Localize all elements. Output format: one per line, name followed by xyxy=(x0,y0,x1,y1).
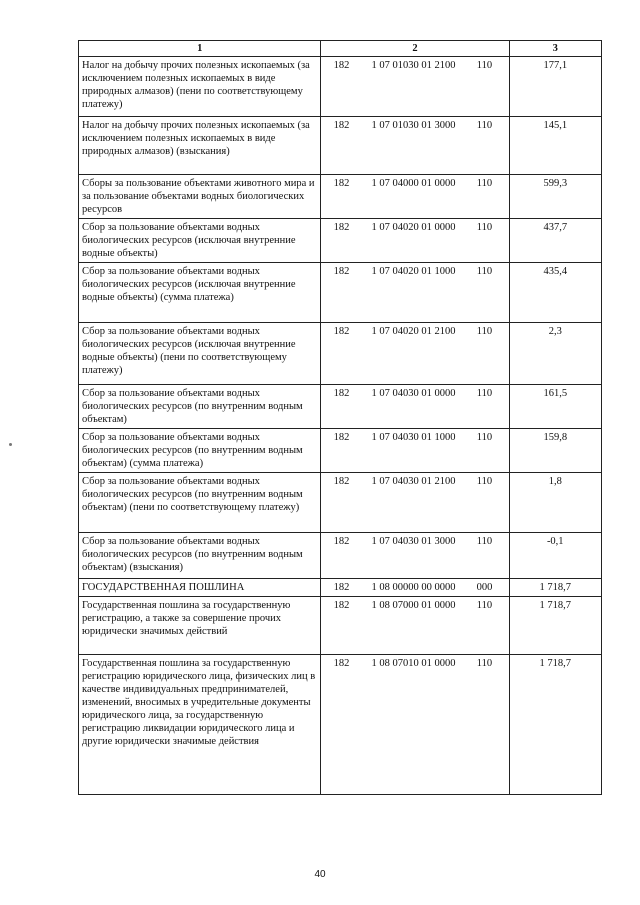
table-row xyxy=(79,597,602,655)
amount-cell: 145,1 xyxy=(509,117,601,175)
revenue-name-cell: Сбор за пользование объектами водных биологических ресурсов (исключая внутренние водные объекты) xyxy=(79,219,321,263)
table-body xyxy=(79,57,602,795)
budget-classification-code: 1 07 01030 01 3000 xyxy=(371,120,456,131)
budget-classification-code: 1 07 04030 01 3000 xyxy=(371,536,456,547)
budget-code-cell xyxy=(321,473,509,533)
amount-cell: 161,5 xyxy=(509,385,601,429)
budget-classification-code: 1 08 00000 00 0000 xyxy=(371,582,456,593)
budget-code-cell xyxy=(321,219,509,263)
operation-code: 000 xyxy=(476,582,493,593)
revenue-name-cell: Налог на добычу прочих полезных ископаемых (за исключением полезных ископаемых в виде природных алмазов) (пени по соответствующему платежу) xyxy=(79,57,321,117)
administrator-code: 182 xyxy=(333,266,350,277)
budget-code-cell xyxy=(321,597,509,655)
amount-cell: 599,3 xyxy=(509,175,601,219)
budget-code-cell xyxy=(321,117,509,175)
table-row xyxy=(79,579,602,597)
budget-revenue-table xyxy=(78,40,602,795)
revenue-name-cell: Государственная пошлина за государственную регистрацию юридического лица, физических лиц в качестве индивидуальных предпринимателей, изменений, вносимых в учредительные документы юридического лица, за государственную регистрацию ликвидации юридического лица и другие юридически значимые действия xyxy=(79,655,321,795)
budget-code-cell xyxy=(321,175,509,219)
budget-classification-code: 1 08 07000 01 0000 xyxy=(371,600,456,611)
budget-code-cell xyxy=(321,57,509,117)
administrator-code: 182 xyxy=(333,326,350,337)
amount-cell: 2,3 xyxy=(509,323,601,385)
amount-cell: 1,8 xyxy=(509,473,601,533)
operation-code: 110 xyxy=(476,120,493,131)
operation-code: 110 xyxy=(476,326,493,337)
amount-cell: 1 718,7 xyxy=(509,579,601,597)
operation-code: 110 xyxy=(476,222,493,233)
amount-cell: 437,7 xyxy=(509,219,601,263)
revenue-name-cell: ГОСУДАРСТВЕННАЯ ПОШЛИНА xyxy=(79,579,321,597)
revenue-name-cell: Сбор за пользование объектами водных биологических ресурсов (исключая внутренние водные объекты) (сумма платежа) xyxy=(79,263,321,323)
administrator-code: 182 xyxy=(333,658,350,669)
administrator-code: 182 xyxy=(333,222,350,233)
administrator-code: 182 xyxy=(333,388,350,399)
administrator-code: 182 xyxy=(333,178,350,189)
administrator-code: 182 xyxy=(333,582,350,593)
budget-code-cell xyxy=(321,385,509,429)
budget-classification-code: 1 07 04030 01 1000 xyxy=(371,432,456,443)
amount-cell: 1 718,7 xyxy=(509,655,601,795)
table-row xyxy=(79,533,602,579)
operation-code: 110 xyxy=(476,600,493,611)
budget-classification-code: 1 07 04020 01 0000 xyxy=(371,222,456,233)
budget-classification-code: 1 07 01030 01 2100 xyxy=(371,60,456,71)
header-col-3: 3 xyxy=(509,41,601,57)
revenue-name-cell: Сборы за пользование объектами животного мира и за пользование объектами водных биологических ресурсов xyxy=(79,175,321,219)
table-row xyxy=(79,429,602,473)
operation-code: 110 xyxy=(476,60,493,71)
operation-code: 110 xyxy=(476,266,493,277)
budget-classification-code: 1 07 04030 01 2100 xyxy=(371,476,456,487)
budget-classification-code: 1 07 04000 01 0000 xyxy=(371,178,456,189)
administrator-code: 182 xyxy=(333,536,350,547)
scan-speck xyxy=(9,443,12,446)
budget-classification-code: 1 07 04030 01 0000 xyxy=(371,388,456,399)
table-row xyxy=(79,385,602,429)
table-header-row xyxy=(79,41,602,57)
amount-cell: 159,8 xyxy=(509,429,601,473)
budget-code-cell xyxy=(321,533,509,579)
table-row xyxy=(79,655,602,795)
operation-code: 110 xyxy=(476,658,493,669)
budget-classification-code: 1 07 04020 01 2100 xyxy=(371,326,456,337)
revenue-name-cell: Сбор за пользование объектами водных биологических ресурсов (по внутренним водным объектам) (сумма платежа) xyxy=(79,429,321,473)
budget-code-cell xyxy=(321,323,509,385)
operation-code: 110 xyxy=(476,536,493,547)
budget-classification-code: 1 07 04020 01 1000 xyxy=(371,266,456,277)
budget-code-cell xyxy=(321,579,509,597)
budget-code-cell xyxy=(321,429,509,473)
operation-code: 110 xyxy=(476,432,493,443)
table-row xyxy=(79,117,602,175)
revenue-name-cell: Сбор за пользование объектами водных биологических ресурсов (исключая внутренние водные объекты) (пени по соответствующему платежу) xyxy=(79,323,321,385)
revenue-name-cell: Государственная пошлина за государственную регистрацию, а также за совершение прочих юридически значимых действий xyxy=(79,597,321,655)
amount-cell: -0,1 xyxy=(509,533,601,579)
administrator-code: 182 xyxy=(333,432,350,443)
table-row xyxy=(79,263,602,323)
administrator-code: 182 xyxy=(333,600,350,611)
administrator-code: 182 xyxy=(333,120,350,131)
table-row xyxy=(79,323,602,385)
administrator-code: 182 xyxy=(333,476,350,487)
revenue-name-cell: Сбор за пользование объектами водных биологических ресурсов (по внутренним водным объектам) (пени по соответствующему платежу) xyxy=(79,473,321,533)
table-row xyxy=(79,175,602,219)
amount-cell: 177,1 xyxy=(509,57,601,117)
budget-classification-code: 1 08 07010 01 0000 xyxy=(371,658,456,669)
table-row xyxy=(79,219,602,263)
administrator-code: 182 xyxy=(333,60,350,71)
amount-cell: 435,4 xyxy=(509,263,601,323)
table-row xyxy=(79,473,602,533)
revenue-name-cell: Налог на добычу прочих полезных ископаемых (за исключением полезных ископаемых в виде природных алмазов) (взыскания) xyxy=(79,117,321,175)
budget-code-cell xyxy=(321,263,509,323)
page-number: 40 xyxy=(314,869,326,880)
operation-code: 110 xyxy=(476,388,493,399)
header-col-2: 2 xyxy=(321,41,509,57)
budget-code-cell xyxy=(321,655,509,795)
revenue-name-cell: Сбор за пользование объектами водных биологических ресурсов (по внутренним водным объектам) (взыскания) xyxy=(79,533,321,579)
amount-cell: 1 718,7 xyxy=(509,597,601,655)
operation-code: 110 xyxy=(476,476,493,487)
header-col-1: 1 xyxy=(79,41,321,57)
revenue-name-cell: Сбор за пользование объектами водных биологических ресурсов (по внутренним водным объектам) xyxy=(79,385,321,429)
table-row xyxy=(79,57,602,117)
operation-code: 110 xyxy=(476,178,493,189)
